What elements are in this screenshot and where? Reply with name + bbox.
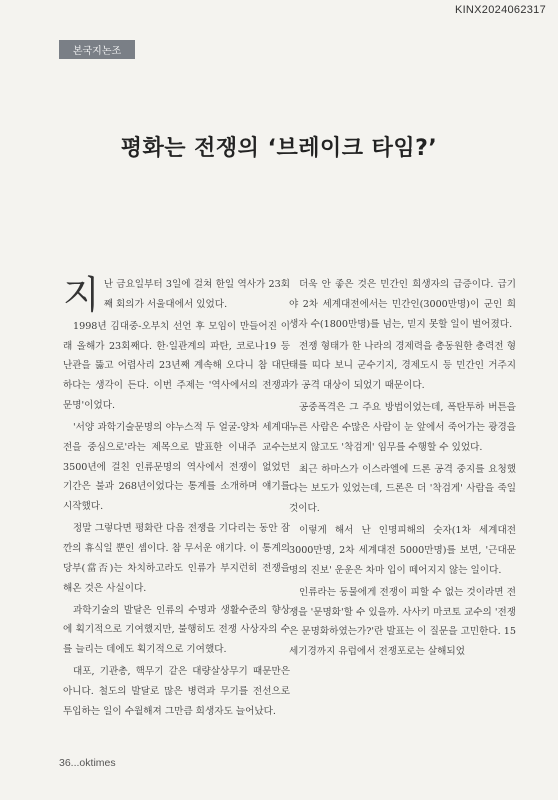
paragraph-text: 난 금요일부터 3일에 걸쳐 한일 역사가 23회째 회의가 서울대에서 있었다. [103, 279, 290, 310]
paragraph [63, 275, 290, 315]
page-footer: 36...oktimes [59, 757, 116, 769]
paragraph: 대포, 기관총, 핵무기 같은 대량살상무기 때문만은 아니다. 철도의 발달로 많은 병력과 무기를 전선으로 투입하는 일이 수월해져 그만큼 희생자도 늘어났다. [63, 666, 290, 717]
paragraph: 전쟁 형태가 한 나라의 경제력을 총동원한 총력전 형태를 띠다 보니 군수기지, 경제도시 등 민간인 거주지가 공격 대상이 되었기 때문이다. [289, 340, 516, 392]
paragraph: '서양 과학기술문명의 야누스적 두 얼굴-양차 세계대전을 중심으로'라는 제목으로 발표한 이내주 교수는 3500년에 걸친 인류문명의 역사에서 전쟁이 없었던 기간은 불과 268년이었다는 통계를 소개하며 얘기를 시작했다. [63, 421, 290, 513]
paragraph: 정말 그렇다면 평화란 다음 전쟁을 기다리는 동안 잠깐의 휴식일 뿐인 셈이다. 참 무서운 얘기다. 이 통계의 당부(當否)는 차치하고라도 인류가 부지런히 전쟁을 해온 것은 사실이다. [63, 523, 290, 594]
right-column [289, 275, 516, 664]
paragraph: 인류라는 동물에게 전쟁이 피할 수 없는 것이라면 전쟁을 '문명화'할 수 있을까. 사사키 마코토 교수의 '전쟁은 문명화하였는가?'란 발표는 이 질문을 고민한다. 15세기경까지 유럽에서 전쟁포로는 살해되었 [289, 586, 516, 658]
article-title: 평화는 전쟁의 ‘브레이크 타임?’ [120, 136, 438, 161]
paragraph: 더욱 안 좋은 것은 민간인 희생자의 급증이다. 급기야 2차 세계대전에서는 민간인(3000만명)이 군인 희생자 수(1800만명)를 넘는, 믿지 못할 일이 벌어졌다. [289, 279, 516, 330]
paragraph: 공중폭격은 그 주요 방법이었는데, 폭탄투하 버튼을 누른 사람은 수많은 사람이 눈 앞에서 죽어가는 광경을 보지 않고도 '착검게' 임무를 수행할 수 있었다. [289, 402, 516, 453]
section-tab: 본국지논조 [59, 40, 135, 59]
paragraph: 이렇게 해서 난 인명피해의 숫자(1차 세계대전 3000만명, 2차 세계대전 5000만명)를 보면, '근대문명의 진보' 운운은 차마 입이 떼어지지 않는 일이다. [289, 525, 516, 576]
document-id: KINX2024062317 [454, 4, 546, 16]
dropcap: 지 [63, 273, 100, 317]
left-column [63, 275, 290, 724]
paragraph: 과학기술의 발달은 인류의 수명과 생활수준의 향상에 획기적으로 기여했지만, 불행히도 전쟁 사상자의 수를 늘리는 데에도 획기적으로 기여했다. [63, 604, 290, 656]
paragraph: 1998년 김대중-오부치 선언 후 모임이 만들어진 이래 올해가 23회째다. 한·일관계의 파탄, 코로나19 등 난관을 뚫고 어렵사리 23년째 계속해 오다니 참 대단하다는 생각이 든다. 이번 주제는 '역사에서의 전쟁과 문명'이었다. [63, 320, 290, 412]
paragraph: 최근 하마스가 이스라엘에 드론 공격 중지를 요청했다는 보도가 있었는데, 드론은 더 '착검게' 사람을 죽일 것이다. [289, 463, 516, 515]
